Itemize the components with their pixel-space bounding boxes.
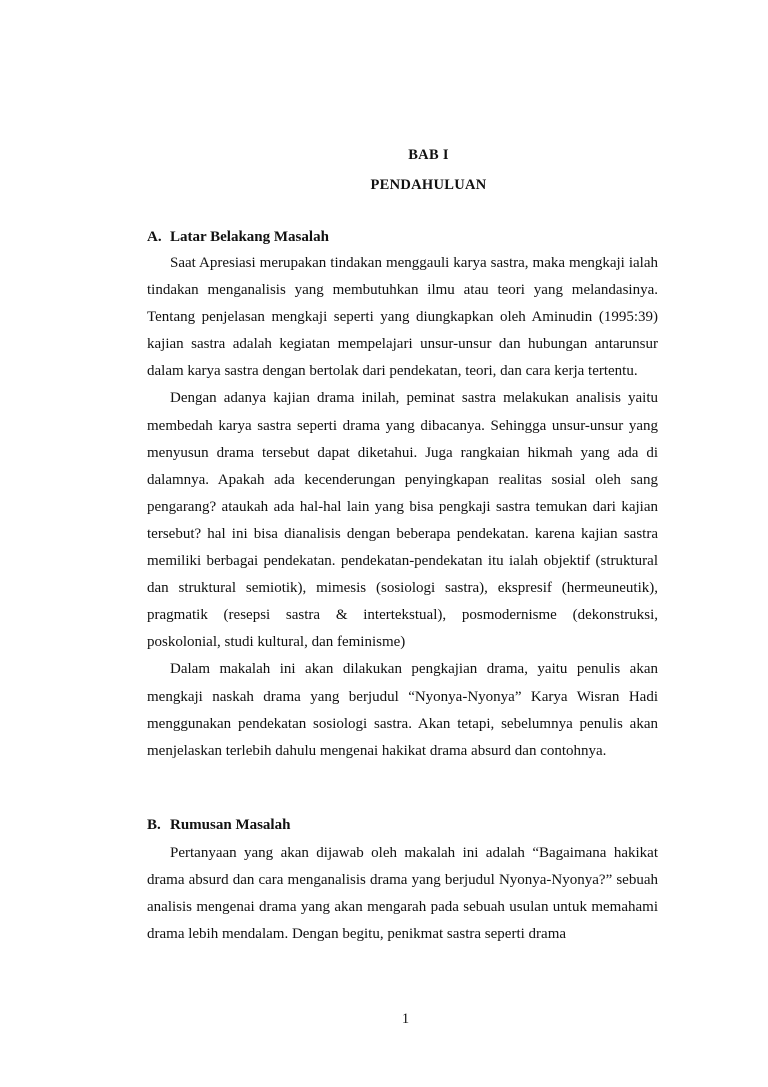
section-b-heading (147, 817, 290, 834)
section-a-number: A. (147, 229, 162, 245)
section-b-paragraph-1: Pertanyaan yang akan dijawab oleh makalah ini adalah “Bagaimana hakikat drama absurd dan cara menganalisis drama yang berjudul Nyonya-Nyonya?” sebuah analisis mengenai drama yang akan mengarah pada sebuah usulan untuk memahami drama lebih mendalam. Dengan begitu, penikmat sastra seperti drama (147, 845, 658, 943)
chapter-title: PENDAHULUAN (370, 177, 487, 193)
section-b-title: Rumusan Masalah (170, 817, 291, 833)
section-b-body (147, 840, 658, 948)
section-b-number: B. (147, 817, 161, 833)
section-a-paragraph-1: Saat Apresiasi merupakan tindakan menggauli karya sastra, maka mengkaji ialah tindakan menganalisis yang membutuhkan ilmu atau teori yang melandasinya. Tentang penjelasan mengkaji seperti yang diungkapkan oleh Aminudin (1995:39) kajian sastra adalah kegiatan mempelajari unsur-unsur dan hubungan antarunsur dalam karya sastra dengan bertolak dari pendekatan, teori, dan cara kerja tertentu. (147, 255, 658, 380)
section-a-body (147, 250, 658, 765)
section-a-paragraph-3: Dalam makalah ini akan dilakukan pengkajian drama, yaitu penulis akan mengkaji naskah drama yang berjudul “Nyonya-Nyonya” Karya Wisran Hadi menggunakan pendekatan sosiologi sastra. Akan tetapi, sebelumnya penulis akan menjelaskan terlebih dahulu mengenai hakikat drama absurd dan contohnya. (147, 661, 658, 759)
page-number: 1 (401, 1011, 410, 1027)
section-a-heading (147, 229, 329, 246)
chapter-label: BAB I (408, 147, 449, 163)
section-a-paragraph-2: Dengan adanya kajian drama inilah, peminat sastra melakukan analisis yaitu membedah karya sastra seperti drama yang dibacanya. Sehingga unsur-unsur yang menyusun drama tersebut dapat diketahui. Juga rangkaian hikmah yang ada di dalamnya. Apakah ada kecenderungan penyingkapan realitas sosial oleh sang pengarang? ataukah ada hal-hal lain yang bisa pengkaji sastra temukan dari kajian tersebut? hal ini bisa dianalisis dengan beberapa pendekatan. karena kajian sastra memiliki berbagai pendekatan. pendekatan-pendekatan itu ialah objektif (struktural dan struktural semiotik), mimesis (sosiologi sastra), ekspresif (hermeuneutik), pragmatik (resepsi sastra & intertekstual), posmodernisme (dekonstruksi, poskolonial, studi kultural, dan feminisme) (147, 390, 658, 651)
section-a-title: Latar Belakang Masalah (170, 229, 329, 245)
